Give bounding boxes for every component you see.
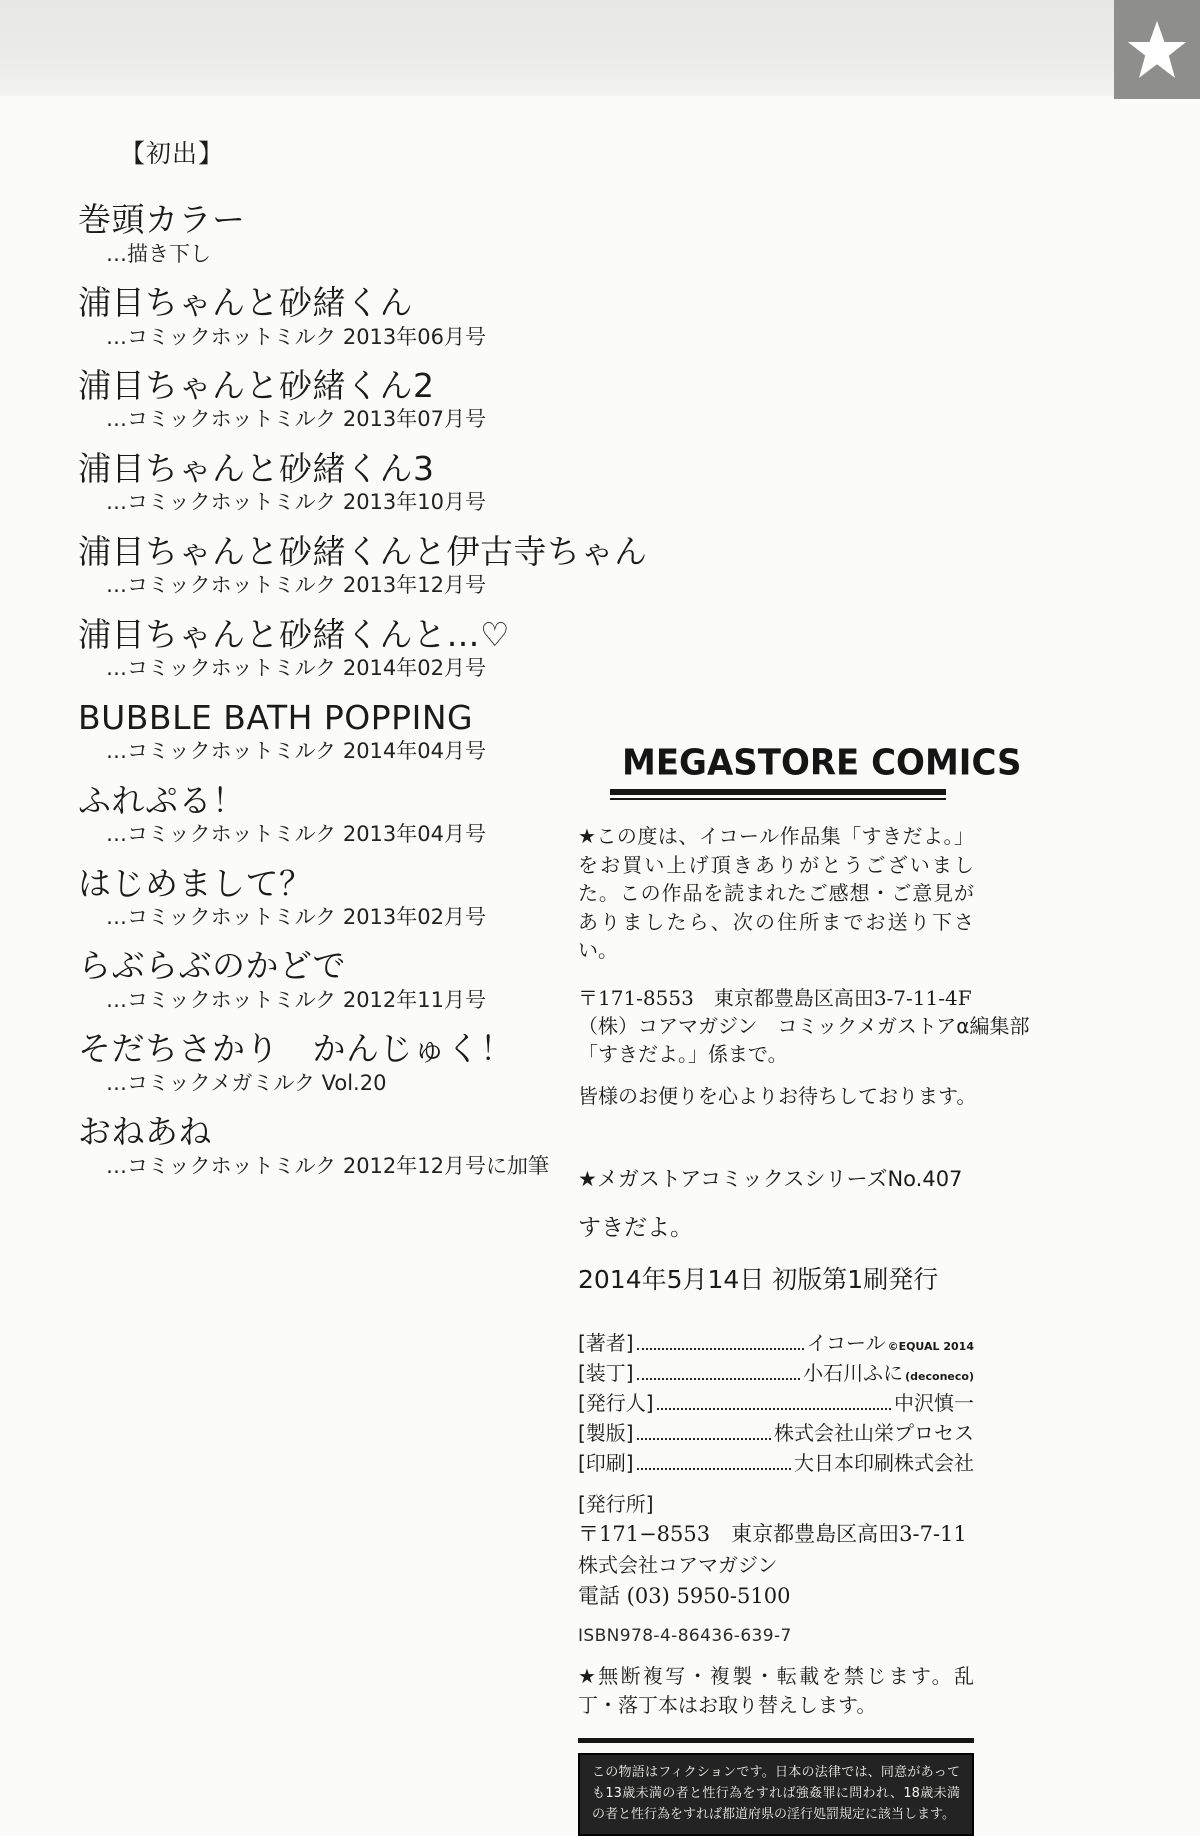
work-source: …コミックホットミルク 2014年04月号 bbox=[106, 739, 486, 764]
list-item bbox=[78, 864, 603, 932]
work-source: …コミックホットミルク 2013年10月号 bbox=[106, 490, 486, 515]
work-title: 浦目ちゃんと砂緒くんと伊古寺ちゃん bbox=[78, 531, 648, 571]
megastore-comics-logo: MEGASTORE COMICS bbox=[622, 741, 1022, 784]
dotted-leader bbox=[657, 1408, 891, 1410]
star-icon bbox=[1126, 17, 1188, 83]
list-item bbox=[78, 1112, 603, 1180]
dotted-leader bbox=[637, 1468, 791, 1470]
credit-label: [発行人] bbox=[578, 1391, 654, 1416]
work-title: らぶらぶのかどで bbox=[78, 946, 346, 986]
credit-value: イコール bbox=[806, 1331, 886, 1356]
credit-row-author bbox=[578, 1326, 974, 1356]
work-source: …コミックホットミルク 2012年11月号 bbox=[106, 988, 486, 1013]
work-source: …コミックホットミルク 2013年12月号 bbox=[106, 573, 486, 598]
dotted-leader bbox=[637, 1378, 801, 1380]
credit-value: 小石川ふに bbox=[803, 1361, 904, 1386]
credit-note: (deconeco) bbox=[905, 1370, 974, 1384]
work-title: 浦目ちゃんと砂緒くん2 bbox=[78, 365, 435, 405]
dotted-leader bbox=[637, 1348, 804, 1350]
credit-row-publisher-person bbox=[578, 1386, 974, 1416]
work-title: 浦目ちゃんと砂緒くんと…♡ bbox=[78, 614, 511, 654]
list-item bbox=[78, 781, 603, 849]
publisher-phone-line: 電話 (03) 5950-5100 bbox=[578, 1583, 791, 1608]
address-line: （株）コアマガジン コミックメガストアα編集部 bbox=[578, 1014, 1030, 1039]
print-date-line: 2014年5月14日 初版第1刷発行 bbox=[578, 1265, 939, 1295]
logo-underline bbox=[610, 789, 946, 800]
colophon bbox=[578, 741, 1030, 1836]
first-publication-heading: 【初出】 bbox=[120, 139, 225, 168]
list-item bbox=[78, 946, 603, 1014]
work-source: …コミックホットミルク 2012年12月号に加筆 bbox=[106, 1153, 549, 1178]
isbn-line: ISBN978-4-86436-639-7 bbox=[578, 1626, 792, 1647]
address-line: 〒171-8553 東京都豊島区高田3-7-11-4F bbox=[578, 986, 972, 1011]
credit-label: [製版] bbox=[578, 1421, 634, 1446]
fiction-disclaimer-box: この物語はフィクションです。日本の法律では、同意があっても13歳未満の者と性行為をすれば強姦罪に問われ、18歳未満の者と性行為をすれば都道府県の淫行処罰規定に該当します。 bbox=[578, 1753, 974, 1836]
list-item bbox=[78, 1029, 603, 1097]
work-source: …コミックホットミルク 2014年02月号 bbox=[106, 656, 486, 681]
work-source: …コミックホットミルク 2013年06月号 bbox=[106, 324, 486, 349]
credit-note: ©EQUAL 2014 bbox=[887, 1340, 974, 1354]
credit-label: [著者] bbox=[578, 1331, 634, 1356]
list-item bbox=[78, 200, 603, 268]
copyright-notice: ★無断複写・複製・転載を禁じます。乱丁・落丁本はお取り替えします。 bbox=[578, 1664, 974, 1718]
list-item bbox=[78, 531, 648, 600]
list-item bbox=[78, 698, 603, 766]
credit-row-design bbox=[578, 1356, 974, 1386]
credit-value: 株式会社山栄プロセス bbox=[774, 1421, 974, 1446]
credit-value: 大日本印刷株式会社 bbox=[794, 1451, 974, 1476]
publisher-company-line: 株式会社コアマガジン bbox=[578, 1552, 778, 1577]
work-source: …描き下し bbox=[106, 241, 211, 266]
work-title: 浦目ちゃんと砂緒くん3 bbox=[78, 448, 435, 488]
list-item bbox=[78, 366, 603, 434]
first-publication-list bbox=[78, 134, 648, 1195]
page-top-band bbox=[0, 0, 1200, 96]
work-title: はじめまして？ bbox=[78, 863, 313, 903]
work-source: …コミックホットミルク 2013年04月号 bbox=[106, 822, 486, 847]
publisher-postal-line: 〒171−8553 東京都豊島区高田3-7-11 bbox=[578, 1522, 967, 1547]
series-number-line: ★メガストアコミックスシリーズNo.407 bbox=[578, 1167, 963, 1192]
credit-row-printing bbox=[578, 1446, 974, 1476]
editorial-address-block bbox=[578, 984, 1030, 1068]
reader-thanks-paragraph: ★この度は、イコール作品集「すきだよ。」をお買い上げ頂きありがとうございました。この作品を読まれたご感想・ご意見がありましたら、次の住所までお送り下さい。 bbox=[578, 824, 974, 962]
address-line: 「すきだよ。」係まで。 bbox=[578, 1042, 788, 1067]
awaiting-letters-line: 皆様のお便りを心よりお待ちしております。 bbox=[578, 1084, 977, 1109]
credit-value: 中沢慎一 bbox=[894, 1391, 974, 1416]
bottom-divider-bar bbox=[578, 1738, 974, 1743]
credit-row-plate bbox=[578, 1416, 974, 1446]
work-title: BUBBLE BATH POPPING bbox=[78, 697, 474, 737]
work-source: …コミックメガミルク Vol.20 bbox=[106, 1070, 387, 1095]
work-title: 浦目ちゃんと砂緒くん bbox=[78, 282, 413, 322]
list-item bbox=[78, 615, 603, 683]
list-item bbox=[78, 449, 603, 517]
work-title: 巻頭カラー bbox=[78, 200, 246, 239]
credit-label: [装丁] bbox=[578, 1361, 634, 1386]
logo-underline-thick bbox=[610, 789, 946, 795]
work-source: …コミックホットミルク 2013年02月号 bbox=[106, 905, 486, 930]
logo-underline-thin bbox=[610, 798, 946, 800]
book-title: すきだよ。 bbox=[578, 1215, 693, 1242]
work-source: …コミックホットミルク 2013年07月号 bbox=[106, 407, 486, 432]
publisher-section-label: [発行所] bbox=[578, 1492, 654, 1517]
work-title: そだちさかり かんじゅく！ bbox=[78, 1029, 514, 1069]
work-title: おねあね bbox=[78, 1112, 212, 1152]
list-item bbox=[78, 283, 603, 351]
credits-list bbox=[578, 1326, 974, 1476]
work-title: ふれぷる！ bbox=[78, 780, 246, 820]
dotted-leader bbox=[637, 1438, 771, 1440]
corner-star-tab bbox=[1114, 0, 1200, 99]
credit-label: [印刷] bbox=[578, 1451, 634, 1476]
